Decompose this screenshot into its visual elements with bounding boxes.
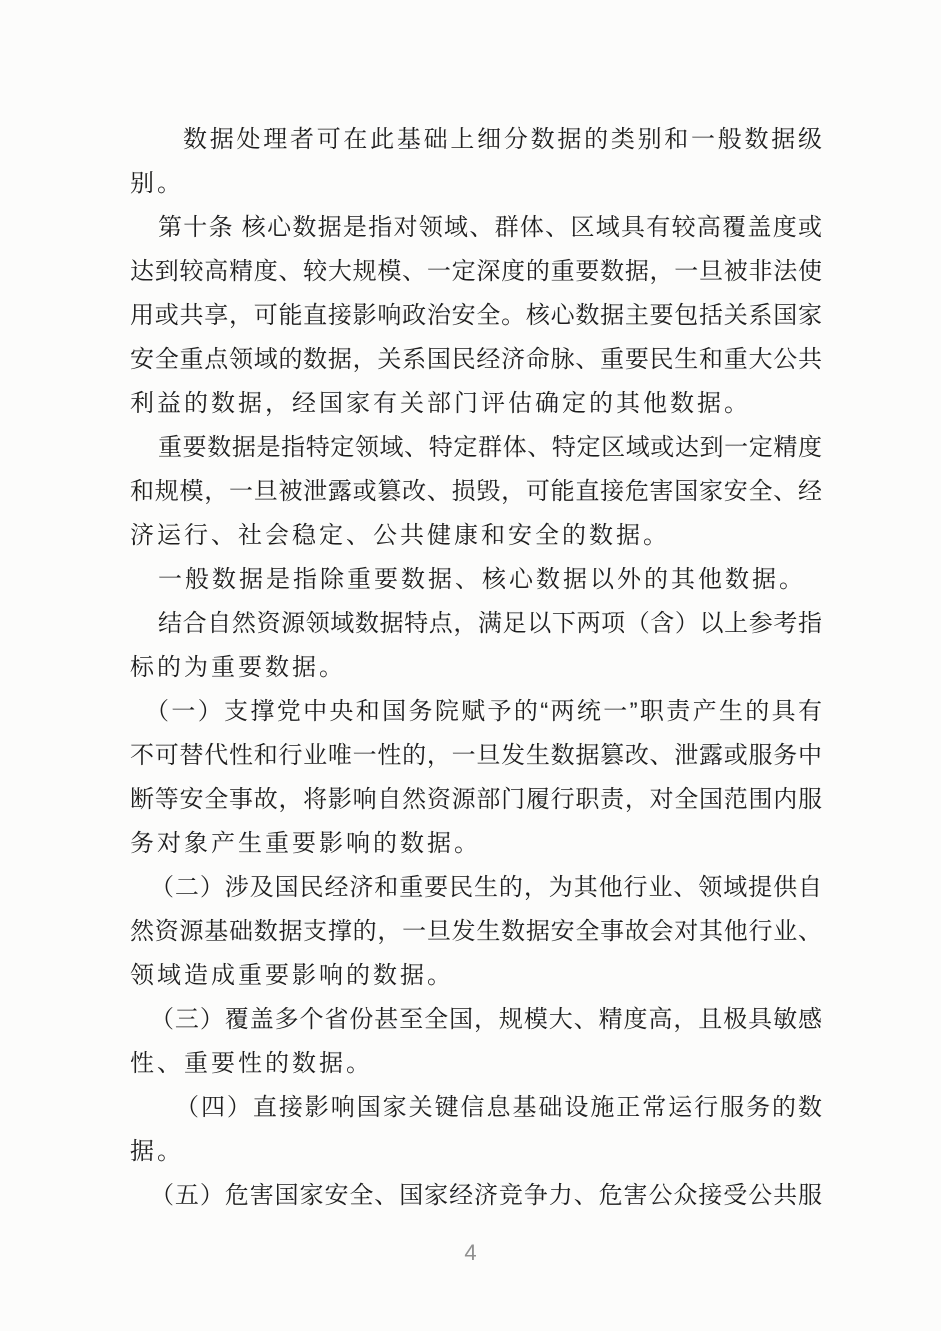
text-line: 济运行、社会稳定、公共健康和安全的数据。 — [130, 522, 670, 549]
text-line-item-4: （四）直接影响国家关键信息基础设施正常运行服务的数 — [175, 1094, 822, 1121]
text-line-item-5: （五）危害国家安全、国家经济竞争力、危害公众接受公共服 — [150, 1182, 822, 1209]
text-line: 别。 — [130, 170, 184, 197]
text-line: 重要数据是指特定领域、特定群体、特定区域或达到一定精度 — [158, 434, 822, 461]
text-line: 利益的数据，经国家有关部门评估确定的其他数据。 — [130, 390, 751, 417]
text-line: 用或共享，可能直接影响政治安全。核心数据主要包括关系国家 — [130, 302, 822, 329]
text-line: 和规模，一旦被泄露或篡改、损毁，可能直接危害国家安全、经 — [130, 478, 822, 505]
text-line-item-1: （一）支撑党中央和国务院赋予的“两统一”职责产生的具有 — [145, 698, 822, 725]
text-line: 安全重点领域的数据，关系国民经济命脉、重要民生和重大公共 — [130, 346, 822, 373]
text-line: 据。 — [130, 1138, 184, 1165]
text-line: 领域造成重要影响的数据。 — [130, 962, 454, 989]
text-line: 性、重要性的数据。 — [130, 1050, 373, 1077]
page-number: 4 — [464, 1240, 477, 1265]
text-line: 达到较高精度、较大规模、一定深度的重要数据，一旦被非法使 — [130, 258, 822, 285]
text-line: 一般数据是指除重要数据、核心数据以外的其他数据。 — [158, 566, 806, 593]
text-line: 结合自然资源领域数据特点，满足以下两项（含）以上参考指 — [158, 610, 822, 637]
text-line: 数据处理者可在此基础上细分数据的类别和一般数据级 — [183, 126, 822, 153]
text-line-item-3: （三）覆盖多个省份甚至全国，规模大、精度高，且极具敏感 — [150, 1006, 822, 1033]
text-line: 不可替代性和行业唯一性的，一旦发生数据篡改、泄露或服务中 — [130, 742, 822, 769]
text-line: 断等安全事故，将影响自然资源部门履行职责，对全国范围内服 — [130, 786, 822, 813]
text-line-item-2: （二）涉及国民经济和重要民生的，为其他行业、领域提供自 — [150, 874, 822, 901]
text-line: 务对象产生重要影响的数据。 — [130, 830, 481, 857]
document-body — [130, 118, 822, 1218]
text-line-article-10: 第十条 核心数据是指对领域、群体、区域具有较高覆盖度或 — [158, 214, 822, 241]
text-line: 然资源基础数据支撑的，一旦发生数据安全事故会对其他行业、 — [130, 918, 822, 945]
text-line: 标的为重要数据。 — [130, 654, 346, 681]
